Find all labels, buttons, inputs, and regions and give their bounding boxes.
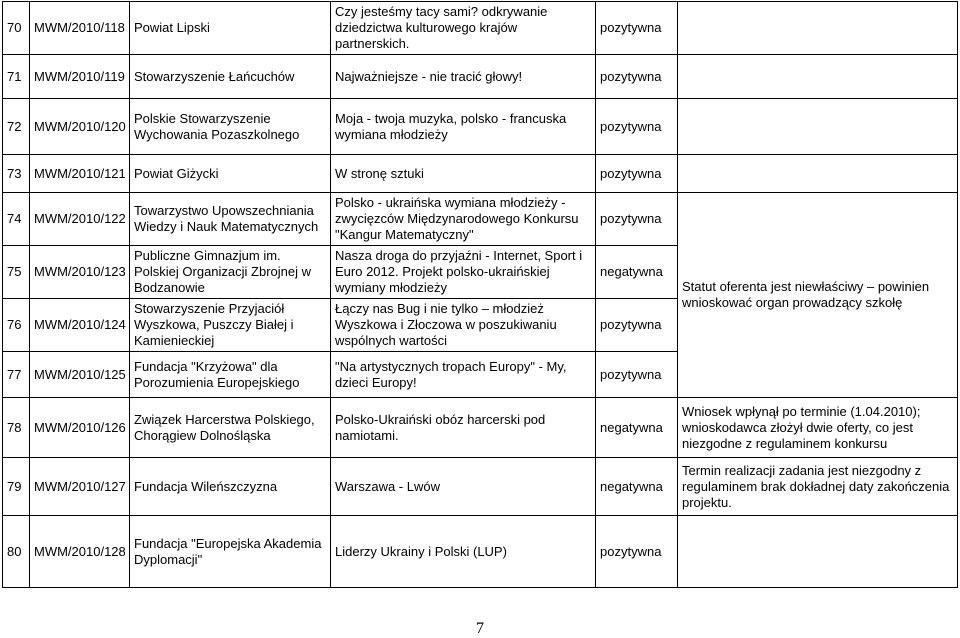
project-title: Moja - twoja muzyka, polsko - francuska wymiana młodzieży: [331, 99, 596, 155]
table-row: [3, 155, 958, 193]
decision: pozytywna: [596, 2, 678, 55]
page-number: 7: [476, 620, 484, 637]
remarks: Wniosek wpłynął po terminie (1.04.2010); wnioskodawca złożył dwie oferty, co jest niezgodne z regulaminem konkursu: [678, 398, 958, 458]
remarks: [678, 99, 958, 155]
row-number: 72: [3, 99, 30, 155]
applicant: Stowarzyszenie Łańcuchów: [130, 55, 331, 99]
decision: pozytywna: [596, 516, 678, 588]
decision: pozytywna: [596, 193, 678, 246]
application-id: MWM/2010/127: [30, 458, 130, 516]
remarks: [678, 155, 958, 193]
project-title: Łączy nas Bug i nie tylko – młodzież Wyszkowa i Złoczowa w poszukiwaniu wspólnych wartości: [331, 299, 596, 352]
application-id: MWM/2010/122: [30, 193, 130, 246]
applicant: Towarzystwo Upowszechniania Wiedzy i Nauk Matematycznych: [130, 193, 331, 246]
applicant: Fundacja "Krzyżowa" dla Porozumienia Europejskiego: [130, 352, 331, 398]
application-id: MWM/2010/124: [30, 299, 130, 352]
applicant: Publiczne Gimnazjum im. Polskiej Organizacji Zbrojnej w Bodzanowie: [130, 246, 331, 299]
results-table: [2, 1, 958, 588]
table-row: [3, 458, 958, 516]
row-number: 74: [3, 193, 30, 246]
project-title: Polsko-Ukraiński obóz harcerski pod namiotami.: [331, 398, 596, 458]
application-id: MWM/2010/125: [30, 352, 130, 398]
decision: negatywna: [596, 246, 678, 299]
project-title: W stronę sztuki: [331, 155, 596, 193]
row-number: 77: [3, 352, 30, 398]
row-number: 70: [3, 2, 30, 55]
decision: pozytywna: [596, 55, 678, 99]
application-id: MWM/2010/128: [30, 516, 130, 588]
table-row: [3, 2, 958, 55]
project-title: Warszawa - Lwów: [331, 458, 596, 516]
application-id: MWM/2010/118: [30, 2, 130, 55]
remarks: Statut oferenta jest niewłaściwy – powinien wnioskować organ prowadzący szkołę: [678, 193, 958, 398]
table-row: [3, 398, 958, 458]
row-number: 80: [3, 516, 30, 588]
applicant: Fundacja "Europejska Akademia Dyplomacji": [130, 516, 331, 588]
application-id: MWM/2010/119: [30, 55, 130, 99]
applicant: Stowarzyszenie Przyjaciół Wyszkowa, Puszczy Białej i Kamienieckiej: [130, 299, 331, 352]
project-title: Czy jesteśmy tacy sami? odkrywanie dziedzictwa kulturowego krajów partnerskich.: [331, 2, 596, 55]
application-id: MWM/2010/120: [30, 99, 130, 155]
row-number: 73: [3, 155, 30, 193]
table-row: [3, 193, 958, 246]
project-title: Liderzy Ukrainy i Polski (LUP): [331, 516, 596, 588]
project-title: Nasza droga do przyjaźni - Internet, Sport i Euro 2012. Projekt polsko-ukraińskiej wymiany młodzieży: [331, 246, 596, 299]
table-row: [3, 516, 958, 588]
decision: negatywna: [596, 398, 678, 458]
table-row: [3, 55, 958, 99]
decision: negatywna: [596, 458, 678, 516]
remarks: [678, 2, 958, 55]
decision: pozytywna: [596, 99, 678, 155]
application-id: MWM/2010/123: [30, 246, 130, 299]
remarks: Termin realizacji zadania jest niezgodny z regulaminem brak dokładnej daty zakończenia projektu.: [678, 458, 958, 516]
applicant: Związek Harcerstwa Polskiego, Chorągiew Dolnośląska: [130, 398, 331, 458]
decision: pozytywna: [596, 155, 678, 193]
table-row: [3, 99, 958, 155]
application-id: MWM/2010/126: [30, 398, 130, 458]
row-number: 78: [3, 398, 30, 458]
decision: pozytywna: [596, 352, 678, 398]
project-title: Najważniejsze - nie tracić głowy!: [331, 55, 596, 99]
decision: pozytywna: [596, 299, 678, 352]
row-number: 71: [3, 55, 30, 99]
project-title: "Na artystycznych tropach Europy" - My, dzieci Europy!: [331, 352, 596, 398]
row-number: 76: [3, 299, 30, 352]
row-number: 79: [3, 458, 30, 516]
row-number: 75: [3, 246, 30, 299]
remarks: [678, 516, 958, 588]
application-id: MWM/2010/121: [30, 155, 130, 193]
project-title: Polsko - ukraińska wymiana młodzieży - zwycięzców Międzynarodowego Konkursu "Kangur Matematyczny": [331, 193, 596, 246]
applicant: Powiat Giżycki: [130, 155, 331, 193]
applicant: Polskie Stowarzyszenie Wychowania Pozaszkolnego: [130, 99, 331, 155]
applicant: Fundacja Wileńszczyzna: [130, 458, 331, 516]
remarks: [678, 55, 958, 99]
applicant: Powiat Lipski: [130, 2, 331, 55]
